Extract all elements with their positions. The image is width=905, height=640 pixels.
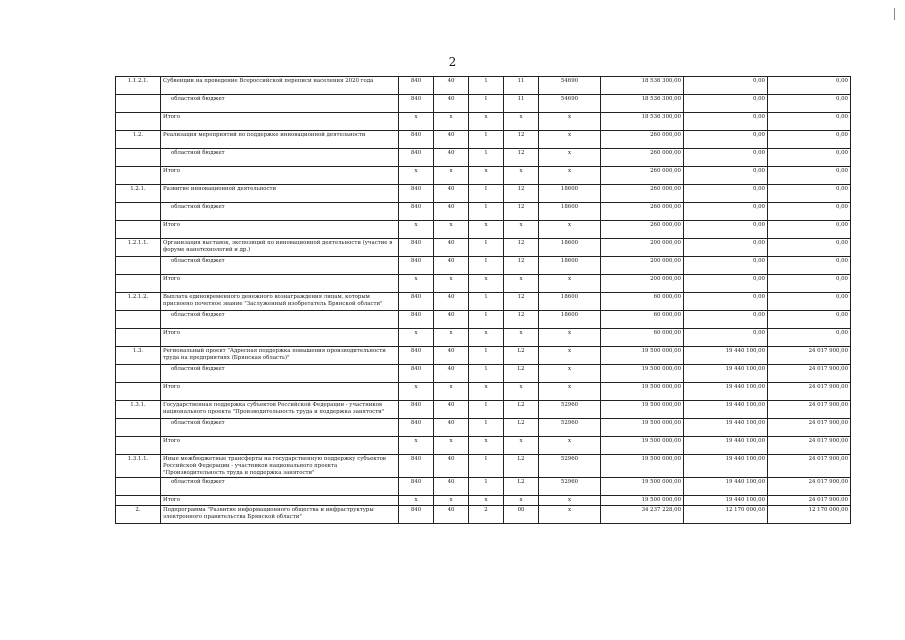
row-name: областной бюджет	[161, 311, 399, 329]
row-event-code: L2	[504, 419, 539, 437]
row-value-3: 0,00	[768, 131, 851, 149]
row-event-code: L2	[504, 365, 539, 383]
row-subprogram-code: 1	[469, 478, 504, 496]
row-value-3: 0,00	[768, 311, 851, 329]
row-subprogram-code: 1	[469, 203, 504, 221]
row-event-code: 12	[504, 311, 539, 329]
row-program-code: x	[434, 329, 469, 347]
row-code	[116, 95, 161, 113]
table-row	[116, 275, 851, 293]
row-value-2: 19 440 100,00	[684, 383, 768, 401]
row-expense-code: x	[539, 149, 601, 167]
row-value-2: 19 440 100,00	[684, 437, 768, 455]
row-gov-code: 840	[399, 455, 434, 478]
row-code	[116, 437, 161, 455]
row-gov-code: 840	[399, 478, 434, 496]
row-expense-code: x	[539, 365, 601, 383]
row-event-code: x	[504, 496, 539, 506]
row-program-code: 40	[434, 419, 469, 437]
table-row	[116, 347, 851, 365]
row-value-2: 0,00	[684, 329, 768, 347]
row-gov-code: 840	[399, 149, 434, 167]
row-event-code: 12	[504, 293, 539, 311]
budget-table	[115, 76, 851, 524]
row-value-1: 34 237 228,00	[601, 506, 684, 524]
row-subprogram-code: 1	[469, 311, 504, 329]
row-value-3: 0,00	[768, 239, 851, 257]
row-code	[116, 167, 161, 185]
row-code: 2.	[116, 506, 161, 524]
row-subprogram-code: 2	[469, 506, 504, 524]
row-value-2: 0,00	[684, 311, 768, 329]
row-gov-code: 840	[399, 293, 434, 311]
row-program-code: 40	[434, 478, 469, 496]
row-program-code: 40	[434, 149, 469, 167]
row-program-code: 40	[434, 257, 469, 275]
row-value-2: 12 170 000,00	[684, 506, 768, 524]
row-expense-code: x	[539, 131, 601, 149]
row-subprogram-code: x	[469, 496, 504, 506]
row-value-3: 24 017 900,00	[768, 478, 851, 496]
row-event-code: 12	[504, 149, 539, 167]
row-code	[116, 329, 161, 347]
row-name: областной бюджет	[161, 365, 399, 383]
table-row	[116, 365, 851, 383]
row-code	[116, 113, 161, 131]
row-code: 1.3.1.	[116, 401, 161, 419]
row-event-code: x	[504, 167, 539, 185]
row-value-2: 19 440 100,00	[684, 401, 768, 419]
row-subprogram-code: x	[469, 275, 504, 293]
row-name: Организация выставок, экспозиций по инновационной деятельности (участие в форуме нанотехнологий и др.)	[161, 239, 399, 257]
row-name: Субвенции на проведение Всероссийской переписи населения 2020 года	[161, 77, 399, 95]
row-name: Государственная поддержка субъектов Российской Федерации - участников национального проекта "Производительность труда и поддержка занятости"	[161, 401, 399, 419]
row-event-code: 11	[504, 95, 539, 113]
row-subprogram-code: 1	[469, 149, 504, 167]
row-expense-code: x	[539, 221, 601, 239]
row-expense-code: 18600	[539, 311, 601, 329]
row-event-code: 12	[504, 131, 539, 149]
row-expense-code: x	[539, 496, 601, 506]
row-gov-code: x	[399, 113, 434, 131]
row-program-code: x	[434, 113, 469, 131]
row-name: Подпрограмма "Развитие информационного общества и инфраструктуры электронного правительства Брянской области"	[161, 506, 399, 524]
table-row	[116, 149, 851, 167]
row-value-3: 24 017 900,00	[768, 419, 851, 437]
row-program-code: 40	[434, 506, 469, 524]
row-event-code: 12	[504, 257, 539, 275]
row-value-3: 0,00	[768, 329, 851, 347]
row-name: областной бюджет	[161, 478, 399, 496]
row-gov-code: x	[399, 437, 434, 455]
row-event-code: x	[504, 383, 539, 401]
table-row	[116, 185, 851, 203]
row-subprogram-code: 1	[469, 95, 504, 113]
row-expense-code: x	[539, 275, 601, 293]
row-program-code: 40	[434, 401, 469, 419]
table-row	[116, 401, 851, 419]
row-subprogram-code: x	[469, 167, 504, 185]
row-subprogram-code: x	[469, 437, 504, 455]
row-event-code: x	[504, 275, 539, 293]
row-value-1: 260 000,00	[601, 149, 684, 167]
row-value-2: 19 440 100,00	[684, 365, 768, 383]
row-value-2: 0,00	[684, 221, 768, 239]
row-program-code: 40	[434, 293, 469, 311]
table-row	[116, 221, 851, 239]
row-gov-code: x	[399, 496, 434, 506]
row-subprogram-code: 1	[469, 239, 504, 257]
row-gov-code: 840	[399, 365, 434, 383]
table-row	[116, 311, 851, 329]
row-expense-code: x	[539, 506, 601, 524]
row-value-1: 18 536 300,00	[601, 113, 684, 131]
table-row	[116, 167, 851, 185]
row-value-3: 24 017 900,00	[768, 401, 851, 419]
row-value-1: 19 500 000,00	[601, 347, 684, 365]
row-gov-code: 840	[399, 401, 434, 419]
table-row	[116, 478, 851, 496]
row-expense-code: 52960	[539, 419, 601, 437]
table-row	[116, 496, 851, 506]
row-value-2: 0,00	[684, 239, 768, 257]
row-subprogram-code: 1	[469, 185, 504, 203]
row-value-1: 260 000,00	[601, 167, 684, 185]
table-row	[116, 293, 851, 311]
row-program-code: 40	[434, 185, 469, 203]
scan-edge-mark	[894, 8, 895, 20]
table-row	[116, 95, 851, 113]
row-value-3: 0,00	[768, 257, 851, 275]
row-value-1: 260 000,00	[601, 131, 684, 149]
row-program-code: 40	[434, 455, 469, 478]
row-value-1: 19 500 000,00	[601, 419, 684, 437]
row-value-3: 0,00	[768, 113, 851, 131]
row-event-code: L2	[504, 401, 539, 419]
row-gov-code: 840	[399, 185, 434, 203]
table-row	[116, 77, 851, 95]
row-name: Итого	[161, 437, 399, 455]
row-program-code: 40	[434, 203, 469, 221]
row-code	[116, 365, 161, 383]
row-code	[116, 311, 161, 329]
row-gov-code: 840	[399, 257, 434, 275]
row-expense-code: 18600	[539, 239, 601, 257]
row-value-2: 0,00	[684, 167, 768, 185]
row-subprogram-code: 1	[469, 257, 504, 275]
row-value-1: 19 500 000,00	[601, 383, 684, 401]
row-gov-code: 840	[399, 77, 434, 95]
row-value-3: 0,00	[768, 293, 851, 311]
row-value-3: 24 017 900,00	[768, 347, 851, 365]
row-name: Итого	[161, 221, 399, 239]
row-gov-code: x	[399, 221, 434, 239]
row-value-3: 12 170 000,00	[768, 506, 851, 524]
row-value-2: 19 440 100,00	[684, 478, 768, 496]
row-code	[116, 419, 161, 437]
row-program-code: 40	[434, 311, 469, 329]
row-value-1: 260 000,00	[601, 185, 684, 203]
row-expense-code: 18600	[539, 293, 601, 311]
row-value-1: 19 500 000,00	[601, 365, 684, 383]
row-gov-code: 840	[399, 131, 434, 149]
row-value-2: 19 440 100,00	[684, 347, 768, 365]
row-value-3: 0,00	[768, 221, 851, 239]
row-value-3: 0,00	[768, 203, 851, 221]
row-value-3: 24 017 900,00	[768, 365, 851, 383]
row-program-code: x	[434, 383, 469, 401]
row-expense-code: x	[539, 383, 601, 401]
row-expense-code: 52960	[539, 478, 601, 496]
row-gov-code: x	[399, 383, 434, 401]
row-value-3: 0,00	[768, 77, 851, 95]
row-program-code: x	[434, 275, 469, 293]
row-subprogram-code: x	[469, 329, 504, 347]
row-value-1: 60 000,00	[601, 293, 684, 311]
row-code	[116, 478, 161, 496]
row-value-3: 24 017 900,00	[768, 383, 851, 401]
table-row	[116, 239, 851, 257]
row-value-3: 0,00	[768, 149, 851, 167]
row-value-3: 0,00	[768, 185, 851, 203]
row-event-code: x	[504, 329, 539, 347]
table-row	[116, 506, 851, 524]
row-value-1: 19 500 000,00	[601, 401, 684, 419]
table-row	[116, 383, 851, 401]
row-value-1: 18 536 300,00	[601, 77, 684, 95]
row-event-code: 12	[504, 239, 539, 257]
row-code	[116, 275, 161, 293]
row-program-code: 40	[434, 131, 469, 149]
row-value-2: 0,00	[684, 293, 768, 311]
row-event-code: L2	[504, 478, 539, 496]
row-code: 1.3.1.1.	[116, 455, 161, 478]
row-subprogram-code: 1	[469, 131, 504, 149]
row-value-2: 0,00	[684, 275, 768, 293]
row-code	[116, 383, 161, 401]
row-expense-code: 18600	[539, 257, 601, 275]
table-body	[116, 77, 851, 524]
row-value-1: 200 000,00	[601, 275, 684, 293]
row-value-2: 0,00	[684, 185, 768, 203]
row-value-2: 0,00	[684, 203, 768, 221]
row-value-1: 200 000,00	[601, 239, 684, 257]
row-code	[116, 496, 161, 506]
row-gov-code: 840	[399, 239, 434, 257]
row-subprogram-code: 1	[469, 77, 504, 95]
row-value-3: 24 017 900,00	[768, 437, 851, 455]
row-code	[116, 149, 161, 167]
row-expense-code: x	[539, 167, 601, 185]
row-value-3: 0,00	[768, 167, 851, 185]
row-value-2: 0,00	[684, 77, 768, 95]
row-value-2: 0,00	[684, 149, 768, 167]
row-program-code: x	[434, 167, 469, 185]
row-subprogram-code: 1	[469, 419, 504, 437]
row-subprogram-code: 1	[469, 401, 504, 419]
row-program-code: x	[434, 437, 469, 455]
row-name: областной бюджет	[161, 203, 399, 221]
row-subprogram-code: x	[469, 113, 504, 131]
row-code	[116, 221, 161, 239]
row-expense-code: 52960	[539, 401, 601, 419]
row-name: Развитие инновационной деятельности	[161, 185, 399, 203]
row-event-code: x	[504, 437, 539, 455]
row-program-code: x	[434, 496, 469, 506]
table-row	[116, 419, 851, 437]
row-subprogram-code: 1	[469, 455, 504, 478]
row-name: областной бюджет	[161, 95, 399, 113]
row-name: Итого	[161, 496, 399, 506]
table-row	[116, 131, 851, 149]
row-expense-code: 52960	[539, 455, 601, 478]
row-name: Итого	[161, 167, 399, 185]
row-expense-code: 18600	[539, 185, 601, 203]
row-value-1: 60 000,00	[601, 329, 684, 347]
row-code: 1.3.	[116, 347, 161, 365]
row-expense-code: 54690	[539, 77, 601, 95]
table-row	[116, 203, 851, 221]
table-row	[116, 329, 851, 347]
row-gov-code: x	[399, 167, 434, 185]
row-event-code: 11	[504, 77, 539, 95]
row-name: Выплата единовременного денежного вознаграждения лицам, которым присвоено почетное звание "Заслуженный изобретатель Брянской области"	[161, 293, 399, 311]
row-event-code: 00	[504, 506, 539, 524]
row-value-1: 260 000,00	[601, 203, 684, 221]
row-code: 1.2.	[116, 131, 161, 149]
row-name: Региональный проект "Адресная поддержка повышения производительности труда на предприятиях (Брянская область)"	[161, 347, 399, 365]
row-event-code: L2	[504, 347, 539, 365]
row-program-code: 40	[434, 347, 469, 365]
table-row	[116, 113, 851, 131]
row-subprogram-code: 1	[469, 365, 504, 383]
row-gov-code: 840	[399, 347, 434, 365]
row-program-code: 40	[434, 239, 469, 257]
row-gov-code: 840	[399, 419, 434, 437]
row-event-code: x	[504, 113, 539, 131]
row-value-1: 19 500 000,00	[601, 478, 684, 496]
row-gov-code: 840	[399, 311, 434, 329]
row-expense-code: x	[539, 437, 601, 455]
row-name: Реализация мероприятий по поддержке инновационной деятельности	[161, 131, 399, 149]
page-number: 2	[448, 55, 457, 69]
row-code: 1.2.1.1.	[116, 239, 161, 257]
row-code	[116, 257, 161, 275]
row-name: областной бюджет	[161, 257, 399, 275]
row-expense-code: x	[539, 329, 601, 347]
row-name: Иные межбюджетные трансферты на государственную поддержку субъектов Российской Федерации - участников национального проекта "Производительность труда и поддержка занятости"	[161, 455, 399, 478]
row-name: областной бюджет	[161, 149, 399, 167]
row-code: 1.2.1.	[116, 185, 161, 203]
row-code: 1.1.2.1.	[116, 77, 161, 95]
row-value-1: 200 000,00	[601, 257, 684, 275]
row-event-code: x	[504, 221, 539, 239]
row-event-code: 12	[504, 185, 539, 203]
row-name: Итого	[161, 383, 399, 401]
row-expense-code: 54690	[539, 95, 601, 113]
row-value-3: 0,00	[768, 275, 851, 293]
row-value-1: 19 500 000,00	[601, 496, 684, 506]
row-subprogram-code: 1	[469, 293, 504, 311]
row-value-3: 24 017 900,00	[768, 455, 851, 478]
row-gov-code: x	[399, 329, 434, 347]
row-code	[116, 203, 161, 221]
row-value-2: 0,00	[684, 131, 768, 149]
table-row	[116, 437, 851, 455]
row-value-1: 18 536 300,00	[601, 95, 684, 113]
row-program-code: x	[434, 221, 469, 239]
row-value-1: 60 000,00	[601, 311, 684, 329]
row-gov-code: 840	[399, 506, 434, 524]
row-code: 1.2.1.2.	[116, 293, 161, 311]
table-row	[116, 455, 851, 478]
row-expense-code: x	[539, 113, 601, 131]
row-value-1: 260 000,00	[601, 221, 684, 239]
row-gov-code: x	[399, 275, 434, 293]
row-expense-code: x	[539, 347, 601, 365]
row-event-code: L2	[504, 455, 539, 478]
row-value-1: 19 500 000,00	[601, 437, 684, 455]
row-name: Итого	[161, 275, 399, 293]
row-name: областной бюджет	[161, 419, 399, 437]
row-value-2: 19 440 100,00	[684, 419, 768, 437]
row-expense-code: 18600	[539, 203, 601, 221]
row-program-code: 40	[434, 77, 469, 95]
row-event-code: 12	[504, 203, 539, 221]
row-subprogram-code: 1	[469, 347, 504, 365]
row-program-code: 40	[434, 365, 469, 383]
row-gov-code: 840	[399, 95, 434, 113]
row-subprogram-code: x	[469, 221, 504, 239]
row-value-3: 24 017 900,00	[768, 496, 851, 506]
table-row	[116, 257, 851, 275]
row-subprogram-code: x	[469, 383, 504, 401]
row-value-2: 0,00	[684, 113, 768, 131]
row-value-1: 19 500 000,00	[601, 455, 684, 478]
row-program-code: 40	[434, 95, 469, 113]
row-gov-code: 840	[399, 203, 434, 221]
row-value-2: 0,00	[684, 95, 768, 113]
row-name: Итого	[161, 329, 399, 347]
row-value-3: 0,00	[768, 95, 851, 113]
row-name: Итого	[161, 113, 399, 131]
row-value-2: 0,00	[684, 257, 768, 275]
row-value-2: 19 440 100,00	[684, 455, 768, 478]
row-value-2: 19 440 100,00	[684, 496, 768, 506]
